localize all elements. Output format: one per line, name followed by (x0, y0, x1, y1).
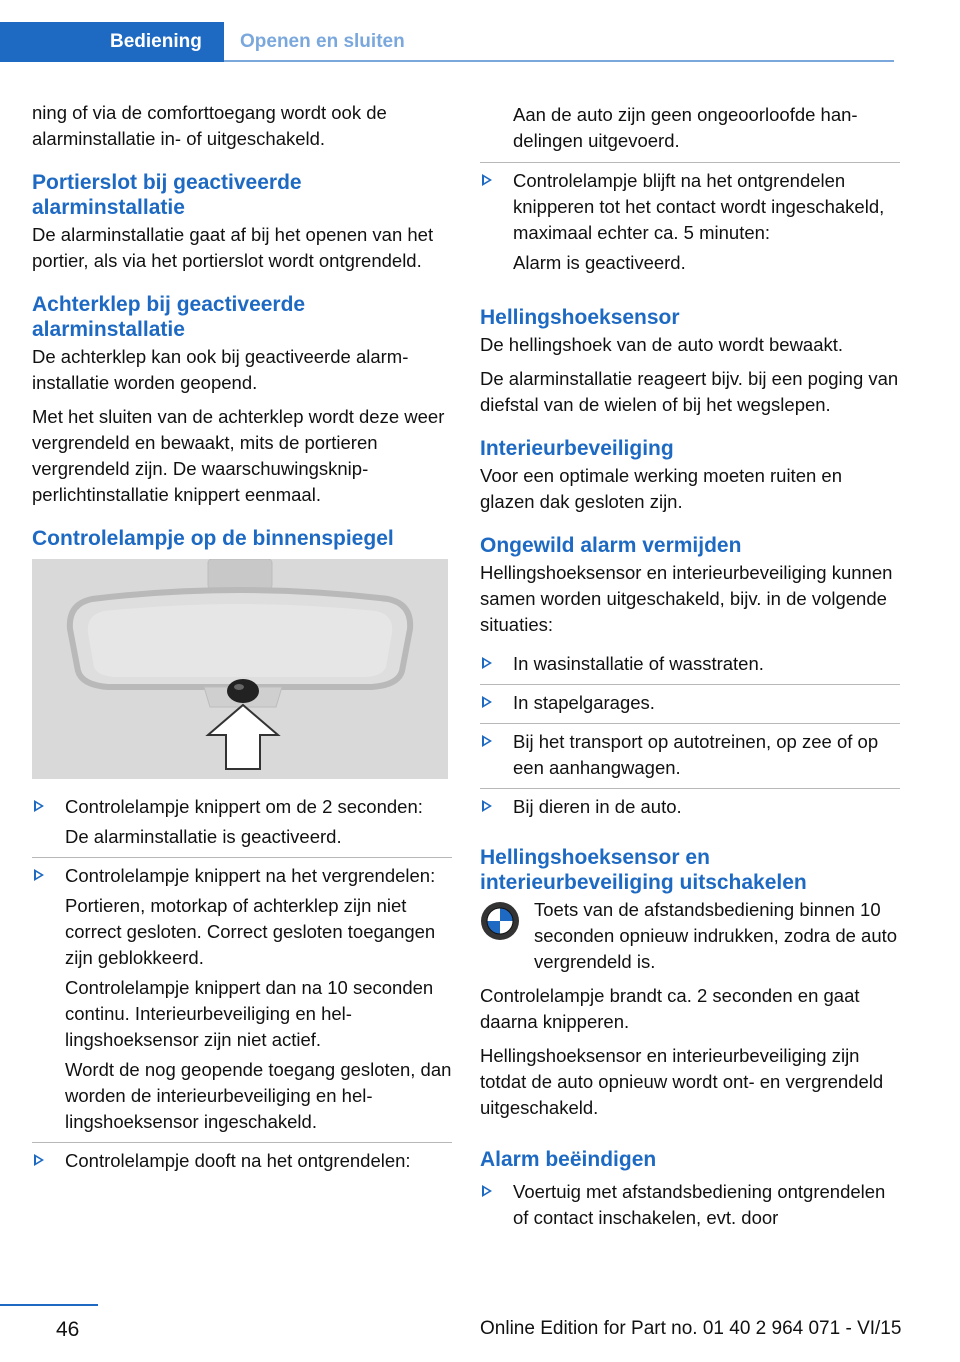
right-column (480, 102, 900, 1238)
paragraph-helling-2: De alarminstallatie reageert bijv. bij een poging van diefstal van de wielen of bij het wegslepen. (480, 368, 899, 415)
indicator-status-list (32, 789, 452, 1181)
list-item (32, 1142, 452, 1181)
triangle-bullet-icon (482, 800, 492, 812)
intro-paragraph: ning of via de comforttoegang wordt ook de alarminstallatie in- of uitgeschakeld. (32, 102, 387, 149)
situation-text: In stapelgarages. (513, 692, 655, 713)
heading-alarm-beeindigen: Alarm beëindigen (480, 1148, 657, 1171)
paragraph-achterklep-2: Met het sluiten van de achterklep wordt deze weer vergrendeld en bewaakt, mits de portieren vergrendeld zijn. De waarschuwingsknipperlichtinstallatie knippert eenmaal. (32, 406, 445, 505)
footer-rule (0, 1304, 98, 1306)
heading-uitschakelen: Hellingshoeksensor en interieurbeveiliging uitschakelen (480, 846, 807, 894)
triangle-bullet-icon (482, 735, 492, 747)
bullet-title: Controlelampje knippert om de 2 seconden: (65, 796, 423, 817)
header-rule (224, 60, 894, 62)
list-item (480, 788, 900, 827)
paragraph-uitgeschakeld: Hellingshoeksensor en interieurbeveiliging zijn totdat de auto opnieuw wordt ont- en vergrendeld uitgeschakeld. (480, 1045, 884, 1118)
remote-key-button-icon (480, 901, 520, 941)
alarm-end-text: Voertuig met afstandsbediening ontgrendelen of contact inschakelen, evt. door (513, 1181, 886, 1228)
situation-text: Bij het transport op autotreinen, op zee of op een aanhangwagen. (513, 731, 879, 778)
blink-list (480, 162, 900, 283)
page-header (0, 0, 960, 64)
heading-controlelampje: Controlelampje op de binnenspiegel (32, 527, 394, 550)
bullet-subtext: Portieren, motorkap of achterklep zijn niet correct gesloten. Correct gesloten toegangen zijn geblokkeerd. (65, 895, 436, 968)
paragraph-helling-1: De hellingshoek van de auto wordt bewaakt. (480, 334, 844, 355)
list-item (480, 684, 900, 723)
list-item (480, 163, 900, 283)
rearview-mirror-illustration (32, 559, 448, 779)
remote-key-instruction (480, 897, 900, 975)
paragraph-interieur: Voor een optimale werking moeten ruiten en glazen dak gesloten zijn. (480, 465, 842, 512)
list-item (480, 723, 900, 788)
triangle-bullet-icon (482, 696, 492, 708)
bullet-subtext: De alarminstallatie is geactiveerd. (65, 826, 342, 847)
section-tab: Bediening (0, 22, 224, 62)
left-column (32, 100, 452, 1181)
bullet-title: Controlelampje blijft na het ontgrendelen knipperen tot het contact wordt ingeschakeld, maximaal echter ca. 5 minuten: (513, 170, 885, 243)
triangle-bullet-icon (34, 800, 44, 812)
continued-subtext: Aan de auto zijn geen ongeoorloofde handelingen uitgevoerd. (513, 104, 858, 151)
alarm-end-list (480, 1174, 900, 1238)
heading-ongewild-alarm: Ongewild alarm vermijden (480, 534, 742, 557)
triangle-bullet-icon (482, 174, 492, 186)
situation-text: In wasinstallatie of wasstraten. (513, 653, 764, 674)
paragraph-achterklep-1: De achterklep kan ook bij geactiveerde alarminstallatie worden geopend. (32, 346, 409, 393)
edition-text: Online Edition for Part no. 01 40 2 964 071 - VI/15 (480, 1318, 902, 1339)
list-item (480, 646, 900, 684)
bullet-subtext: Wordt de nog geopende toegang gesloten, dan worden de interieurbeveiliging en hellingshoeksensor ingeschakeld. (65, 1059, 452, 1132)
paragraph-ongewild: Hellingshoeksensor en interieurbeveiliging kunnen samen worden uitgeschakeld, bijv. in de volgende situaties: (480, 562, 893, 635)
bullet-subtext: Controlelampje knippert dan na 10 seconden continu. Interieurbeveiliging en hellingshoeksensor zijn niet actief. (65, 977, 434, 1050)
situation-text: Bij dieren in de auto. (513, 796, 682, 817)
heading-portierslot: Portierslot bij geactiveerde alarminstallatie (32, 171, 302, 219)
triangle-bullet-icon (482, 1185, 492, 1197)
heading-interieurbeveiliging: Interieurbeveiliging (480, 437, 674, 460)
heading-achterklep: Achterklep bij geactiveerde alarminstallatie (32, 293, 306, 341)
list-item (32, 789, 452, 857)
bullet-subtext: Alarm is geactiveerd. (513, 252, 686, 273)
indicator-lamp (227, 679, 259, 703)
mirror-illustration-svg (32, 559, 448, 779)
page-number: 46 (56, 1318, 80, 1341)
situations-list (480, 646, 900, 827)
triangle-bullet-icon (482, 657, 492, 669)
mirror-glass (88, 604, 392, 677)
triangle-bullet-icon (34, 869, 44, 881)
heading-hellingshoeksensor: Hellingshoeksensor (480, 306, 680, 329)
paragraph-brandt: Controlelampje brandt ca. 2 seconden en gaat daarna knipperen. (480, 985, 860, 1032)
list-item (480, 1174, 900, 1238)
bullet-title: Controlelampje dooft na het ontgrendelen: (65, 1150, 411, 1171)
list-item (32, 857, 452, 1142)
chapter-tab: Openen en sluiten (240, 31, 405, 52)
bullet-title: Controlelampje knippert na het vergrendelen: (65, 865, 436, 886)
paragraph-portierslot: De alarminstallatie gaat af bij het openen van het portier, als via het portierslot wordt ontgrendeld. (32, 224, 434, 271)
triangle-bullet-icon (34, 1154, 44, 1166)
paragraph-toets: Toets van de afstandsbediening binnen 10 seconden opnieuw indrukken, zodra de auto vergrendeld is. (534, 899, 898, 972)
